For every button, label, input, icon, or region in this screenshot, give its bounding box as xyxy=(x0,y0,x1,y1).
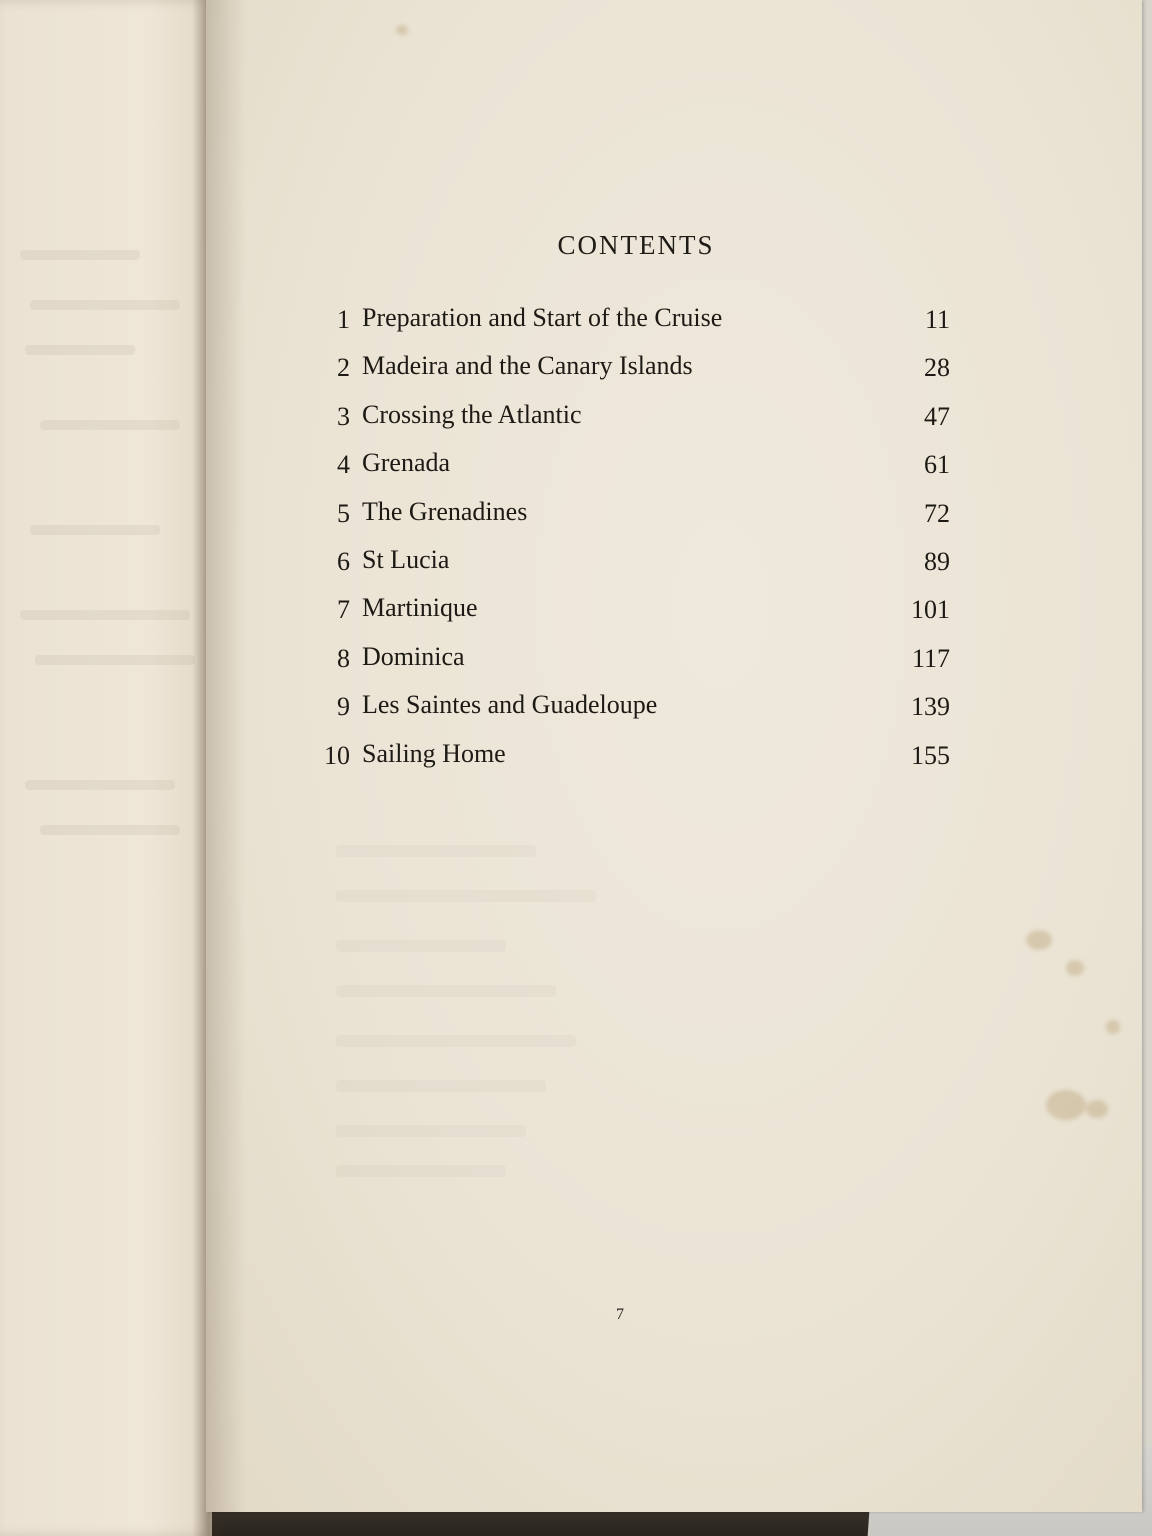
show-through-text xyxy=(30,300,180,310)
chapter-number: 9 xyxy=(337,692,350,722)
chapter-number: 7 xyxy=(337,595,350,625)
chapter-number: 3 xyxy=(337,401,350,431)
show-through-text xyxy=(336,940,506,952)
show-through-text xyxy=(25,345,135,355)
show-through-text xyxy=(336,890,596,902)
toc-entry xyxy=(320,537,950,585)
show-through-text xyxy=(336,1080,546,1092)
chapter-title: St Lucia xyxy=(362,544,450,574)
toc-entry xyxy=(320,682,950,730)
chapter-title: Preparation and Start of the Cruise xyxy=(362,303,723,332)
contents-heading: CONTENTS xyxy=(557,230,715,260)
show-through-text xyxy=(30,525,160,535)
chapter-page-number: 155 xyxy=(911,740,950,770)
foxing-spot xyxy=(396,25,408,35)
chapter-number: 8 xyxy=(337,643,350,673)
show-through-text xyxy=(336,845,536,857)
chapter-title: Dominica xyxy=(362,641,465,671)
toc-entry xyxy=(320,343,950,391)
chapter-number: 6 xyxy=(337,546,350,576)
show-through-text xyxy=(336,1035,576,1047)
chapter-number: 5 xyxy=(337,498,350,528)
chapter-title: Les Saintes and Guadeloupe xyxy=(362,690,658,720)
toc-entry xyxy=(320,731,950,779)
foxing-spot xyxy=(1026,930,1052,950)
foxing-spot xyxy=(1066,960,1084,976)
chapter-page-number: 61 xyxy=(924,450,950,480)
chapter-page-number: 117 xyxy=(911,643,950,673)
chapter-page-number: 11 xyxy=(924,305,950,334)
show-through-text xyxy=(35,655,195,665)
chapter-page-number: 101 xyxy=(911,595,950,625)
chapter-page-number: 139 xyxy=(911,692,950,722)
chapter-page-number: 72 xyxy=(924,498,950,528)
page-number: 7 xyxy=(616,1306,624,1323)
chapter-number: 2 xyxy=(337,353,350,383)
show-through-text xyxy=(40,825,180,835)
chapter-number: 1 xyxy=(337,305,350,334)
toc-entry xyxy=(320,585,950,633)
toc-entry xyxy=(320,440,950,488)
chapter-title: The Grenadines xyxy=(362,496,528,526)
show-through-text xyxy=(336,1165,506,1177)
table-of-contents xyxy=(320,295,950,779)
chapter-page-number: 47 xyxy=(924,401,950,431)
chapter-number: 4 xyxy=(337,450,350,480)
chapter-page-number: 28 xyxy=(924,353,950,383)
chapter-title: Madeira and the Canary Islands xyxy=(362,351,693,381)
chapter-page-number: 89 xyxy=(924,546,950,576)
facing-page xyxy=(0,0,212,1536)
toc-entry xyxy=(320,489,950,537)
chapter-number: 10 xyxy=(324,740,350,770)
chapter-title: Sailing Home xyxy=(362,738,506,768)
foxing-spot xyxy=(1086,1100,1108,1118)
show-through-text xyxy=(336,985,556,997)
show-through-text xyxy=(20,610,190,620)
chapter-title: Martinique xyxy=(362,593,478,623)
toc-entry xyxy=(320,392,950,440)
toc-entry xyxy=(320,634,950,682)
show-through-text xyxy=(336,1125,526,1137)
foxing-spot xyxy=(1046,1090,1086,1120)
chapter-title: Crossing the Atlantic xyxy=(362,399,582,429)
foxing-spot xyxy=(1106,1020,1120,1034)
show-through-text xyxy=(20,250,140,260)
show-through-text xyxy=(25,780,175,790)
chapter-title: Grenada xyxy=(362,448,451,478)
toc-entry xyxy=(320,295,950,343)
show-through-text xyxy=(40,420,180,430)
